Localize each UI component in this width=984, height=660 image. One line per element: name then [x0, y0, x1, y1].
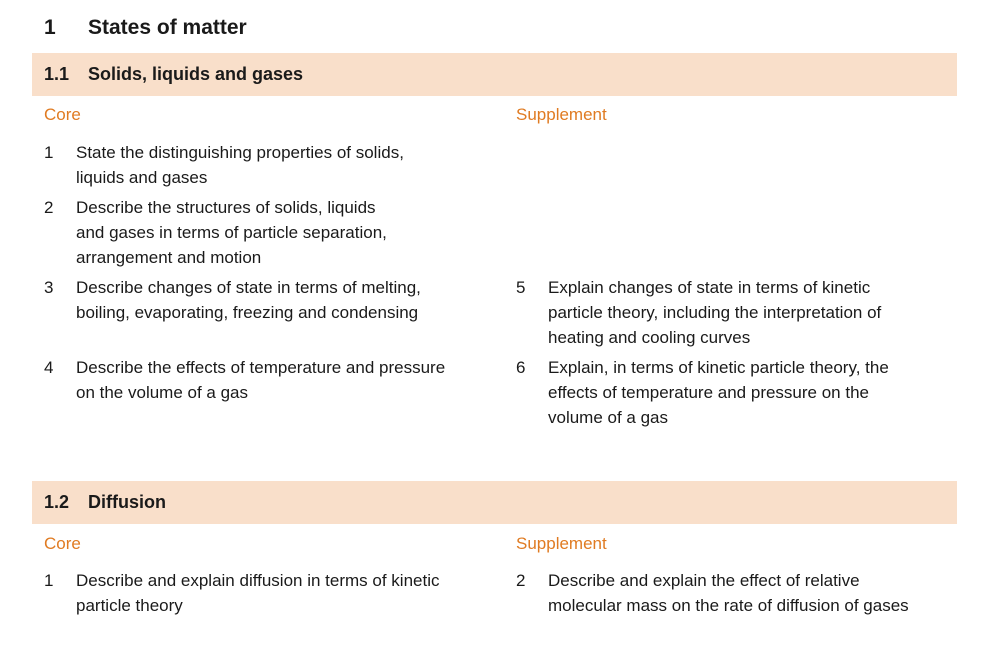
item-number: 1	[44, 571, 54, 590]
item-number: 5	[516, 278, 526, 297]
item-number: 2	[516, 571, 526, 590]
supplement-column-label: Supplement	[516, 534, 607, 553]
core-item	[44, 140, 484, 190]
item-number: 1	[44, 143, 54, 162]
core-item	[44, 568, 504, 618]
item-text: Explain, in terms of kinetic particle theory, the effects of temperature and pressure on the volume of a gas	[548, 358, 889, 427]
section-header-1-2	[32, 481, 957, 524]
item-text: Describe the effects of temperature and pressure on the volume of a gas	[76, 358, 446, 402]
chapter-title-text: States of matter	[88, 16, 247, 39]
supplement-item	[516, 355, 956, 430]
item-text: Describe changes of state in terms of melting, boiling, evaporating, freezing and condensing	[76, 278, 421, 322]
chapter-number: 1	[44, 16, 56, 39]
item-text: State the distinguishing properties of solids, liquids and gases	[76, 143, 404, 187]
item-text: Explain changes of state in terms of kinetic particle theory, including the interpretation of heating and cooling curves	[548, 278, 882, 347]
supplement-item	[516, 568, 956, 618]
item-text: Describe the structures of solids, liquids and gases in terms of particle separation, arrangement and motion	[76, 198, 387, 267]
chapter-title	[44, 16, 247, 40]
item-number: 6	[516, 358, 526, 377]
supplement-item	[516, 275, 956, 350]
item-number: 2	[44, 198, 54, 217]
item-text: Describe and explain the effect of relative molecular mass on the rate of diffusion of gases	[548, 571, 909, 615]
supplement-column-label: Supplement	[516, 105, 607, 124]
section-number: 1.1	[44, 64, 70, 84]
section-header-1-1	[32, 53, 957, 96]
core-item	[44, 195, 484, 270]
core-item	[44, 275, 504, 325]
item-text: Describe and explain diffusion in terms of kinetic particle theory	[76, 571, 440, 615]
section-number: 1.2	[44, 492, 70, 512]
section-title: Diffusion	[88, 492, 166, 512]
core-column-label: Core	[44, 534, 81, 553]
core-item	[44, 355, 504, 405]
section-title: Solids, liquids and gases	[88, 64, 304, 84]
item-number: 3	[44, 278, 54, 297]
item-number: 4	[44, 358, 54, 377]
core-column-label: Core	[44, 105, 81, 124]
